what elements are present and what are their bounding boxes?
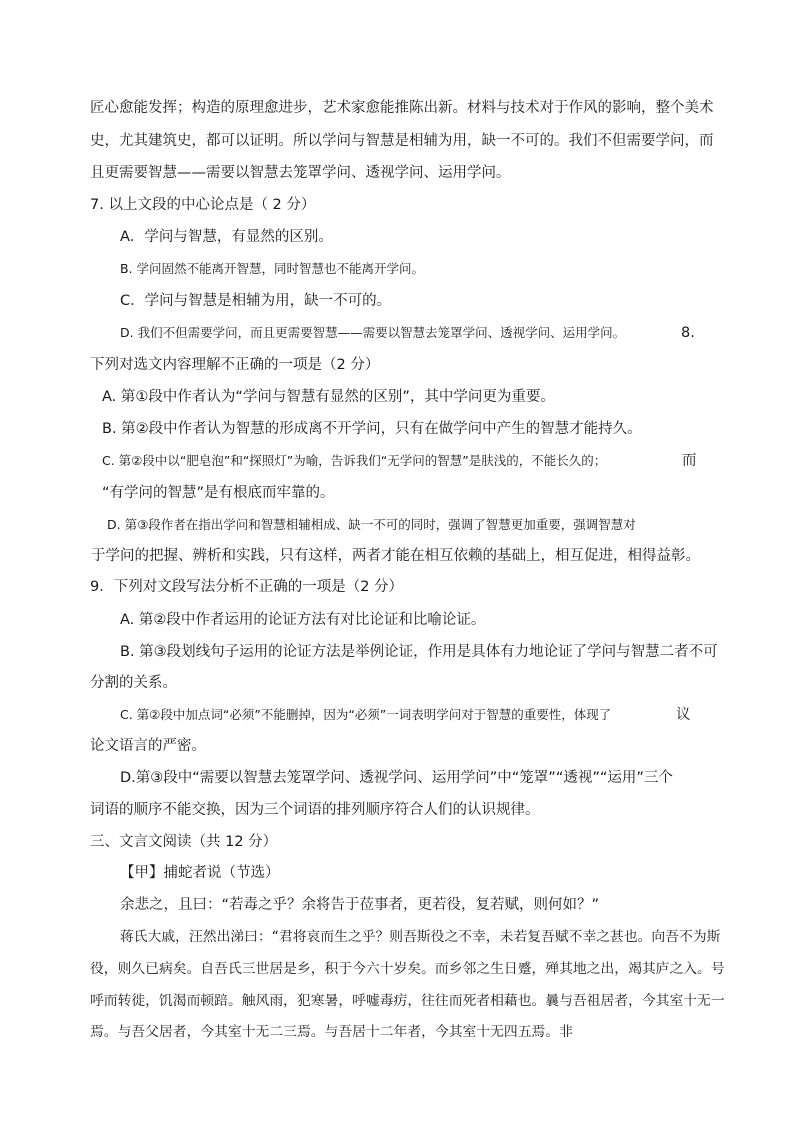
question-9-option-a: A. 第②段中作者运用的论证方法有对比论证和比喻论证。 <box>120 612 486 628</box>
passage-line: 蒋氏大戚，汪然出涕曰：“君将哀而生之乎？则吾斯役之不幸，未若复吾赋不幸之甚也。向吾不为斯 <box>120 929 721 945</box>
passage-line: 余悲之，且曰：“若毒之乎？余将告于莅事者，更若役，复若赋，则何如？” <box>120 897 600 913</box>
paragraph-line: 匠心愈能发挥；构造的原理愈进步，艺术家愈能推陈出新。材料与技术对于作风的影响，整个美术 <box>90 100 714 116</box>
question-9-option-d-line2: 词语的顺序不能交换，因为三个词语的排列顺序符合人们的认识规律。 <box>90 802 540 818</box>
passage-line: 呼而转徙，饥渴而顿踣。触风雨，犯寒暑，呼嘘毒疠，往往而死者相藉也。曩与吾祖居者，今其室十无一 <box>90 993 725 1009</box>
paragraph-line: 史，尤其建筑史，都可以证明。所以学问与智慧是相辅为用，缺一不可的。我们不但需要学问，而 <box>90 133 714 149</box>
passage-jia-title: 【甲】捕蛇者说（节选） <box>120 865 280 881</box>
question-9-option-c-tail: 议 <box>676 707 691 723</box>
question-8: 下列对选文内容理解不正确的一项是（2 分） <box>90 357 380 373</box>
question-8-option-c-line1: C. 第②段中以“肥皂泡”和“探照灯”为喻，告诉我们“无学问的智慧”是肤浅的，不能长久的； <box>102 453 607 468</box>
section-3-heading: 三、文言文阅读（共 12 分） <box>90 834 278 850</box>
paragraph-line: 且更需要智慧——需要以智慧去笼罩学问、透视学问、运用学问。 <box>90 165 511 181</box>
question-7-option-b: B. 学问固然不能离开智慧，同时智慧也不能离开学问。 <box>120 261 425 276</box>
question-9-option-d-line1: D.第③段中“需要以智慧去笼罩学问、透视学问、运用学问”中“笼罩”“透视”“运用”三个 <box>120 770 673 786</box>
question-7: 7. 以上文段的中心论点是（ 2 分） <box>90 197 316 213</box>
passage-line: 役，则久已病矣。自吾氏三世居是乡，积于今六十岁矣。而乡邻之生日蹙，殚其地之出，竭其庐之入。号 <box>90 961 725 977</box>
question-9: 9．下列对文段写法分析不正确的一项是（2 分） <box>90 579 404 595</box>
question-8-option-d-line2: 于学问的把握、辨析和实践，只有这样，两者才能在相互依赖的基础上，相互促进，相得益彰。 <box>91 548 700 564</box>
question-8-option-b: B. 第②段中作者认为智慧的形成离不开学问，只有在做学问中产生的智慧才能持久。 <box>102 421 642 437</box>
question-8-number: 8. <box>681 325 695 341</box>
question-8-option-d-line1: D. 第③段作者在指出学问和智慧相辅相成、缺一不可的同时，强调了智慧更加重要，强调智慧对 <box>107 517 636 532</box>
question-9-option-c-line1: C. 第②段中加点词“必须”不能删掉，因为“必须”一词表明学问对于智慧的重要性，体现了 <box>120 707 612 722</box>
question-9-option-b-line2: 分割的关系。 <box>90 675 177 691</box>
question-9-option-b-line1: B. 第③段划线句子运用的论证方法是举例论证，作用是具体有力地论证了学问与智慧二者不可 <box>120 644 718 660</box>
question-8-option-c-tail: 而 <box>682 453 697 469</box>
question-8-option-a: A. 第①段中作者认为“学问与智慧有显然的区别”，其中学问更为重要。 <box>102 389 555 405</box>
question-7-option-d: D. 我们不但需要学问，而且更需要智慧——需要以智慧去笼罩学问、透视学问、运用学问。 <box>120 325 626 340</box>
question-7-option-c: C．学问与智慧是相辅为用，缺一不可的。 <box>120 293 392 309</box>
passage-line: 焉。与吾父居者，今其室十无二三焉。与吾居十二年者，今其室十无四五焉。非 <box>90 1024 573 1040</box>
question-8-option-c-line2: “有学问的智慧”是有根底而牢靠的。 <box>102 485 335 501</box>
question-9-option-c-line2: 论文语言的严密。 <box>90 738 206 754</box>
question-7-option-a: A．学问与智慧，有显然的区别。 <box>120 229 333 245</box>
